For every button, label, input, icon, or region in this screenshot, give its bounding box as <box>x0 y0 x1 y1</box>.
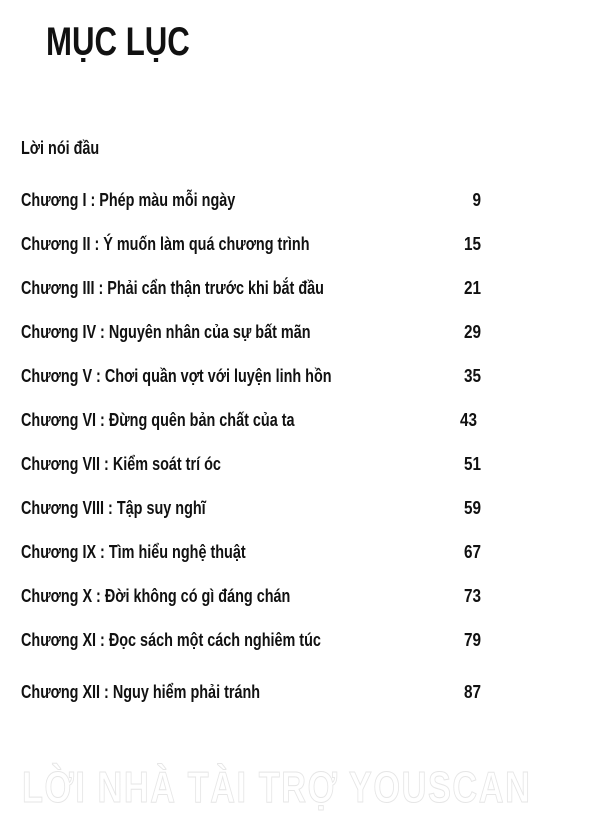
toc-entry-10 <box>21 584 481 608</box>
page-title: MỤC LỤC <box>46 20 190 64</box>
toc-entry-page: 9 <box>472 190 481 210</box>
toc-entry-12 <box>21 680 481 704</box>
toc-entry-page: 73 <box>463 586 481 606</box>
toc-entry-page: 15 <box>463 234 481 254</box>
toc-entry-11 <box>21 628 481 652</box>
sponsor-watermark: LỜI NHÀ TÀI TRỢ YOUSCAN <box>22 763 532 812</box>
toc-entry-6 <box>21 408 477 432</box>
toc-entry-title: Chương I : Phép màu mỗi ngày <box>21 190 236 210</box>
toc-entry-5 <box>21 364 481 388</box>
toc-entry-page: 21 <box>463 278 481 298</box>
toc-entry-2 <box>21 232 481 256</box>
toc-entry-page: 51 <box>463 454 481 474</box>
toc-entry-title: Chương XI : Đọc sách một cách nghiêm túc <box>21 630 321 650</box>
toc-entry-page: 87 <box>463 682 481 702</box>
toc-entry-title: Chương XII : Nguy hiểm phải tránh <box>21 682 261 702</box>
toc-entry-title: Chương X : Đời không có gì đáng chán <box>21 586 291 606</box>
toc-entry-title: Chương IX : Tìm hiểu nghệ thuật <box>21 542 246 562</box>
toc-entry-title: Chương VIII : Tập suy nghĩ <box>21 498 206 518</box>
toc-entry-7 <box>21 452 481 476</box>
toc-entry-title: Chương VI : Đừng quên bản chất của ta <box>21 410 295 430</box>
toc-entry-9 <box>21 540 481 564</box>
toc-entry-page: 43 <box>459 410 477 430</box>
toc-entry-page: 79 <box>463 630 481 650</box>
toc-entry-4 <box>21 320 481 344</box>
toc-entry-1 <box>21 188 481 212</box>
toc-entry-title: Chương II : Ý muốn làm quá chương trình <box>21 234 310 254</box>
toc-entry-title: Chương VII : Kiểm soát trí óc <box>21 454 221 474</box>
toc-entry-title: Chương III : Phải cẩn thận trước khi bắt đầu <box>21 278 324 298</box>
preface-entry: Lời nói đầu <box>21 138 100 158</box>
toc-entry-title: Chương IV : Nguyên nhân của sự bất mãn <box>21 322 311 342</box>
toc-entry-page: 29 <box>463 322 481 342</box>
toc-entry-page: 67 <box>463 542 481 562</box>
toc-entry-3 <box>21 276 481 300</box>
toc-entry-page: 35 <box>463 366 481 386</box>
toc-entry-title: Chương V : Chơi quần vợt với luyện linh hồn <box>21 366 332 386</box>
toc-entry-8 <box>21 496 481 520</box>
toc-entry-page: 59 <box>463 498 481 518</box>
